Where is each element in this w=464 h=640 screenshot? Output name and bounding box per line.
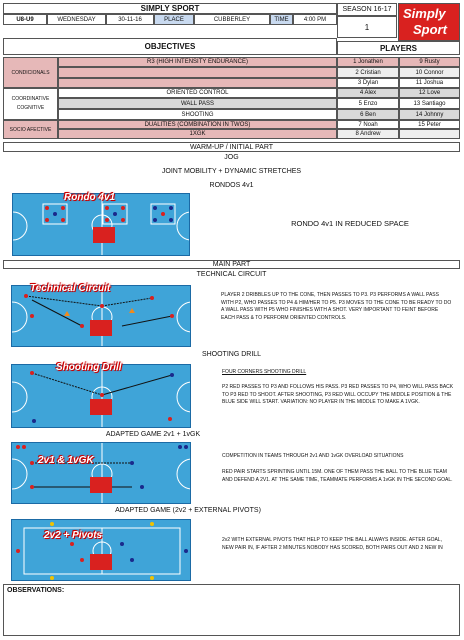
player-cell[interactable]: 6 Ben <box>337 109 399 120</box>
time-field[interactable]: 4:00 PM <box>293 14 337 25</box>
objectives-heading: OBJECTIVES <box>3 38 337 55</box>
player-cell[interactable]: 4 Alex <box>337 88 399 98</box>
shooting-drill-banner: Shooting Drill <box>56 362 122 373</box>
player-cell[interactable]: 13 Santiago <box>399 98 460 109</box>
warmup-heading: WARM-UP / INITIAL PART <box>3 142 460 152</box>
objective-row[interactable]: DUALITIES (COMBINATION IN TWOS) <box>58 120 337 129</box>
player-cell[interactable]: 8 Andrew <box>337 129 399 139</box>
objective-row[interactable]: SHOOTING <box>58 109 337 120</box>
shooting-drill-text: P2 RED PASSES TO P3 AND FOLLOWS HIS PASS. P3 RED PASSES TO P4, WHO WILL PASS BACK TO P3 RED TO SHOOT. AFTER SHOOTING, P3 RED WILL OCCUPY THE MIDDLE POSITION & THE BLUE SIDE WILL START. VARIATION: NO PLAYER IN THE MIDDLE TO MAKE A 1VGK. <box>222 384 454 405</box>
observations-label: OBSERVATIONS: <box>7 587 65 594</box>
player-cell[interactable]: 11 Joshua <box>399 78 460 88</box>
brand-logo: Simply Sport <box>398 3 460 41</box>
technical-circuit-diagram <box>11 285 191 347</box>
session-number[interactable]: 1 <box>337 16 397 38</box>
adapted-game-2v1-diagram <box>11 442 191 504</box>
category-condicionals: CONDICIONALS <box>3 57 58 88</box>
player-cell[interactable]: 3 Dylan <box>337 78 399 88</box>
adapted-game-2v2-diagram <box>11 519 191 581</box>
player-cell[interactable]: 5 Enzo <box>337 98 399 109</box>
player-cell[interactable]: 12 Love <box>399 88 460 98</box>
player-cell[interactable]: 9 Rusty <box>399 57 460 67</box>
player-cell[interactable]: 1 Jonathen <box>337 57 399 67</box>
rondo-banner: Rondo 4v1 <box>64 192 116 203</box>
group-label: U8-U9 <box>3 14 47 25</box>
objective-row[interactable]: R3 (HIGH INTENSITY ENDURANCE) <box>58 57 337 67</box>
player-cell[interactable] <box>399 129 460 139</box>
warmup-line: JOG <box>224 154 239 161</box>
players-heading: PLAYERS <box>337 41 460 55</box>
warmup-line: JOINT MOBILITY + DYNAMIC STRETCHES <box>161 168 302 175</box>
objective-row[interactable] <box>58 67 337 78</box>
category-socio-afective: SOCIO AFECTIVE <box>3 120 58 139</box>
warmup-line: RONDOS 4v1 <box>209 182 254 189</box>
player-cell[interactable]: 7 Noah <box>337 120 399 129</box>
adapted-game-2v2-text: 2v2 WITH EXTERNAL PIVOTS THAT HELP TO KEEP THE BALL ALWAYS INSIDE. AFTER GOAL, NEW PAIR IN, IF AFTER 2 MINUTES NOBODY HAS SCORED, BOTH PAIRS OUT AND 2 NEW IN <box>222 537 443 551</box>
adapted-game-2v1-banner: 2v1 & 1vGK <box>38 455 94 466</box>
adapted-game-2v1-text-2: RED PAIR STARTS SPRINTING UNTIL 15M. ONE OF THEM PASS THE BALL TO THE BLUE TEAM AND DEFEND A 2V1. AT THE SAME TIME, TEAMMATE PERFORMS A 1vGK IN THE SECOND GOAL. <box>222 469 453 483</box>
date-field[interactable]: 30-11-16 <box>106 14 154 25</box>
app-title: SIMPLY SPORT <box>3 3 337 14</box>
objective-row[interactable] <box>58 78 337 88</box>
player-cell[interactable]: 10 Connor <box>399 67 460 78</box>
shooting-drill-diagram <box>11 364 191 428</box>
season-label: SEASON 16-17 <box>337 3 397 16</box>
technical-circuit-banner: Technical Circuit <box>30 283 111 294</box>
category-coordinative: COORDINATIVE COGNITIVE <box>3 88 58 120</box>
objective-row[interactable]: ORIENTED CONTROL <box>58 88 337 98</box>
player-cell[interactable]: 14 Johnny <box>399 109 460 120</box>
section-title: ADAPTED GAME (2v2 + EXTERNAL PIVOTS) <box>115 507 261 514</box>
section-title: TECHNICAL CIRCUIT <box>196 271 267 278</box>
adapted-game-2v1-text: COMPETITION IN TEAMS THROUGH 2v1 AND 1vGK OVERLOAD SITUATIONS <box>222 453 404 459</box>
main-heading: MAIN PART <box>3 260 460 269</box>
adapted-game-2v2-banner: 2v2 + Pivots <box>44 530 103 541</box>
objective-row[interactable]: 1XGK <box>58 129 337 139</box>
player-cell[interactable]: 2 Cristian <box>337 67 399 78</box>
rondo-description: RONDO 4v1 IN REDUCED SPACE <box>291 219 409 228</box>
section-title: ADAPTED GAME 2v1 + 1vGK <box>105 431 201 438</box>
player-cell[interactable]: 15 Peter <box>399 120 460 129</box>
place-label: PLACE <box>154 14 194 25</box>
observations-box[interactable] <box>3 584 460 636</box>
objective-row[interactable]: WALL PASS <box>58 98 337 109</box>
section-title: SHOOTING DRILL <box>201 351 262 358</box>
place-field[interactable]: CUBBERLEY <box>194 14 270 25</box>
shooting-drill-subtitle: FOUR CORNERS SHOOTING DRILL <box>222 369 307 375</box>
technical-circuit-text: PLAYER 2 DRIBBLES UP TO THE CONE, THEN PASSES TO P3. P3 PERFORMS A WALL PASS WITH P2, WHO PASSES TO P4 & HIM/HER TO P5. P3 MOVES TO THE CONE TO BE READY TO DO A WALL PASS WITH P5 WHO FINISHES WITH A SHOT. VERY IMPORTANT TO FEINT BEFORE EACH PASS & TO PERFORM ORIENTED CONTROLS. <box>221 292 452 321</box>
day-field[interactable]: WEDNESDAY <box>47 14 106 25</box>
time-label: TIME <box>270 14 293 25</box>
